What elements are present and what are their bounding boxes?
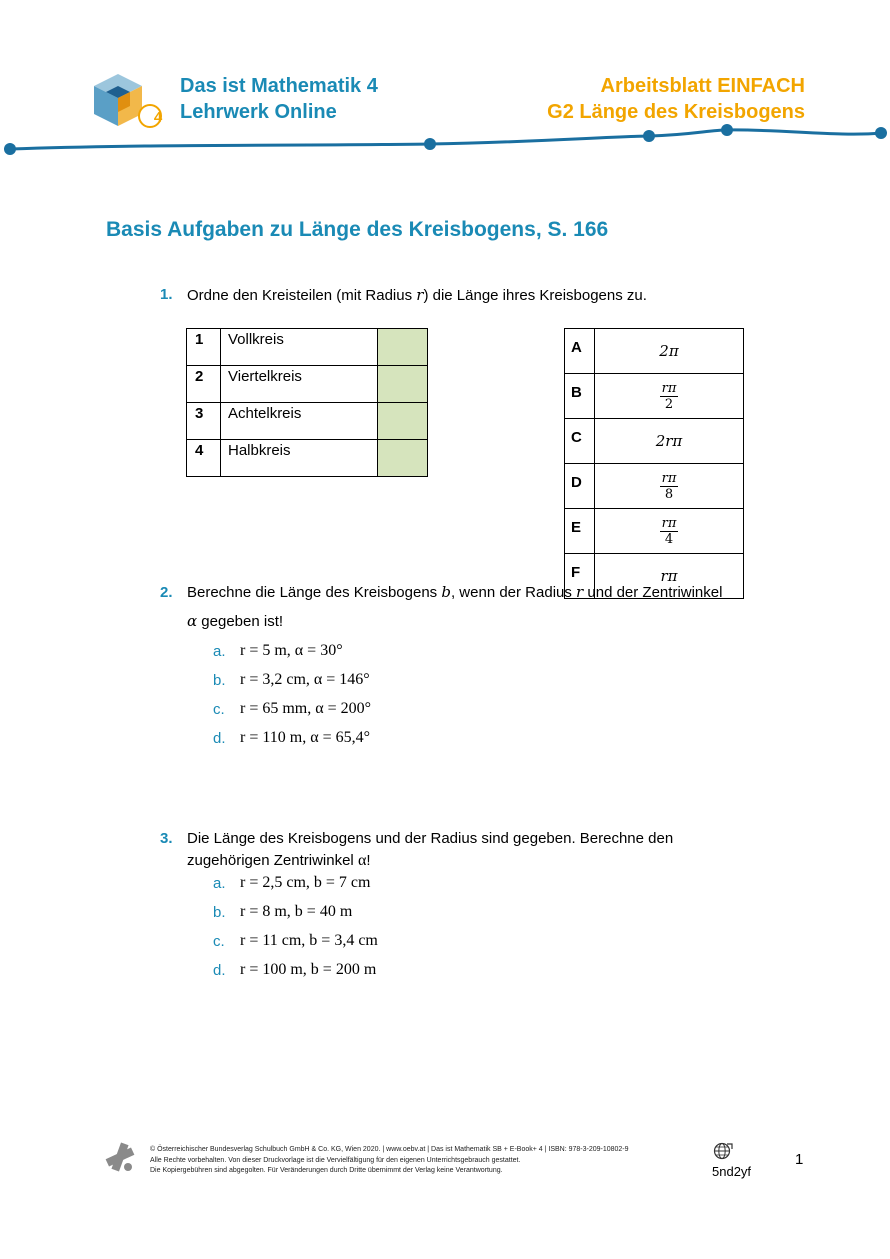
table-row: 3 Achtelkreis (187, 403, 428, 440)
logo-digit: 4 (153, 109, 163, 126)
arc-lengths-table (564, 328, 744, 599)
series-title-line2: Lehrwerk Online (180, 101, 337, 123)
footer-legal: © Österreichischer Bundesverlag Schulbuch GmbH & Co. KG, Wien 2020. | www.oebv.at | Das ist Mathematik SB + E-Book+ 4 | ISBN: 978-3-209-10802-9 Alle Rechte vorbehalten. Von dieser Druckvorlage ist die Vervielfältigung für den eigenen Unterrichtsgebrauch gestattet. Die Kopiergebühren sind abgegolten. Für Veränderungen durch Dritte übernimmt der Verlag keine Verantwortung. (150, 1146, 629, 1174)
table-row: C 2rπ (565, 419, 744, 464)
table-row: 1 Vollkreis (187, 329, 428, 366)
page-number: 1 (795, 1151, 804, 1168)
series-title-line1: Das ist Mathematik 4 (180, 75, 378, 97)
table-row: B $\frac{r\pi}{2}$ (565, 374, 744, 419)
sheet-title (547, 73, 805, 125)
sheet-title-line1: Arbeitsblatt EINFACH (600, 75, 805, 97)
table-row: 4 Halbkreis (187, 440, 428, 477)
circle-parts-table (186, 328, 428, 477)
series-title (180, 73, 378, 125)
table-row: E $\frac{r\pi}{4}$ (565, 509, 744, 554)
page-heading: Basis Aufgaben zu Länge des Kreisbogens, S. 166 (106, 218, 609, 241)
answer-cell[interactable] (378, 440, 428, 477)
answer-cell[interactable] (378, 366, 428, 403)
table-row: A 2π (565, 329, 744, 374)
globe-link-icon[interactable] (713, 1142, 733, 1160)
table-row: F rπ (565, 554, 744, 599)
online-code[interactable]: 5nd2yf (712, 1164, 752, 1179)
table-row: D $\frac{r\pi}{8}$ (565, 464, 744, 509)
task-1-text: Ordne den Kreisteilen (mit Radius r) die Länge ihres Kreisbogens zu. (187, 286, 647, 304)
table-row: 2 Viertelkreis (187, 366, 428, 403)
answer-cell[interactable] (378, 329, 428, 366)
task-1-number: 1. (160, 286, 173, 303)
sheet-title-line2: G2 Länge des Kreisbogens (547, 101, 805, 123)
task-3-text: Die Länge des Kreisbogens und der Radius sind gegeben. Berechne den zugehörigen Zentriwinkel α! (187, 830, 674, 869)
answer-cell[interactable] (378, 403, 428, 440)
task-2-number: 2. (160, 584, 173, 601)
task-3-number: 3. (160, 830, 173, 847)
publisher-logo-icon (104, 1141, 136, 1173)
task-2-text: Berechne die Länge des Kreisbogens b, wenn der Radius r und der Zentriwinkel α gegeben ist! (187, 583, 723, 630)
